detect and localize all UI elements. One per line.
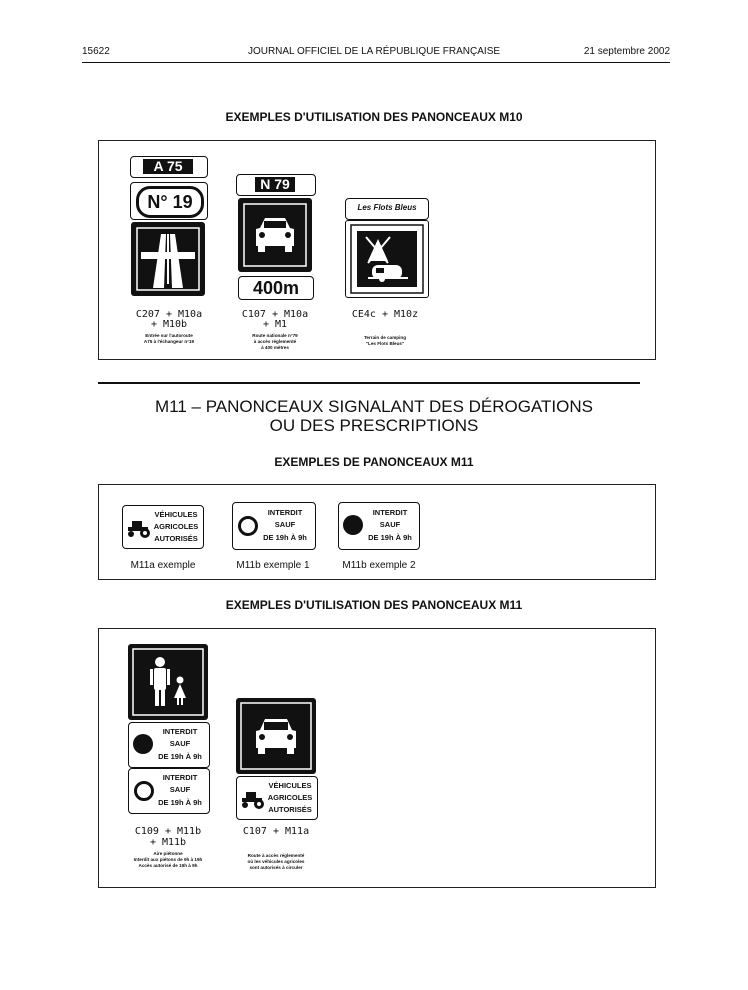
- m11a-caption: M11a exemple: [130, 560, 196, 571]
- m11b-panel-white-dot: [128, 768, 210, 814]
- m11a-line-2: AGRICOLES: [153, 522, 199, 531]
- note-line-2: à accès réglementé: [253, 339, 297, 344]
- note-line-2: où les véhicules agricoles: [247, 859, 305, 864]
- m11-examples-title: EXEMPLES DE PANONCEAUX M11: [274, 455, 474, 469]
- m11b-2-caption: M11b exemple 2: [342, 560, 416, 571]
- camping-sign: [345, 220, 429, 298]
- panel-line-2: SAUF: [169, 785, 191, 794]
- caption-line-1: CE4c + M10z: [351, 309, 419, 320]
- caption-line-2: + M1: [262, 319, 288, 330]
- caption-line-1: C207 + M10a: [135, 309, 203, 320]
- m11b-2-line-3: DE 19h À 9h: [368, 533, 412, 542]
- car-sign: [238, 198, 312, 272]
- note-line-1: Route nationale n°79: [252, 333, 298, 338]
- pedestrian-sign: [128, 644, 208, 720]
- panel-line-1: VÉHICULES: [268, 781, 312, 790]
- caption-line-2: + M11b: [149, 837, 187, 848]
- m11a-line-1: VÉHICULES: [154, 510, 198, 519]
- publication-date: 21 septembre 2002: [583, 46, 670, 57]
- panel-line-3: DE 19h À 9h: [158, 752, 202, 761]
- note-line-3: sont autorisés à circuler: [249, 865, 303, 870]
- exit-number: N° 19: [136, 186, 204, 218]
- exit-number-plate: [130, 182, 208, 220]
- pedestrians-icon: [128, 644, 208, 720]
- panel-line-2: AGRICOLES: [267, 793, 313, 802]
- m11a-panel: [122, 505, 204, 549]
- note-line-1: Entrée sur l'autoroute: [145, 333, 193, 338]
- m10-examples-title: EXEMPLES D'UTILISATION DES PANONCEAUX M10: [225, 110, 523, 124]
- road-number-plate: [130, 156, 208, 178]
- note-line-2: "Les Flots Bleus": [365, 341, 405, 346]
- m11-usage-title: EXEMPLES D'UTILISATION DES PANONCEAUX M11: [225, 598, 523, 612]
- header-rule: [82, 62, 670, 63]
- m11a-line-3: AUTORISÉS: [154, 534, 198, 543]
- open-circle-icon: [134, 781, 154, 801]
- m11b-1-line-3: DE 19h À 9h: [263, 533, 307, 542]
- note-line-1: Terrain de camping: [363, 335, 407, 340]
- m11a-panel: [236, 776, 318, 820]
- m11b-2-line-2: SAUF: [379, 520, 401, 529]
- note-line-3: Accès autorisé de 19h à 9h: [138, 863, 198, 868]
- page-number: 15622: [82, 46, 110, 57]
- filled-circle-icon: [343, 515, 363, 535]
- m11b-1-caption: M11b exemple 1: [236, 560, 310, 571]
- note-line-2: Interdit aux piétons de 9h à 19h: [133, 857, 203, 862]
- caption-line-1: C109 + M11b: [134, 826, 202, 837]
- section-rule: [98, 382, 640, 384]
- open-circle-icon: [238, 516, 258, 536]
- journal-title: JOURNAL OFFICIEL DE LA RÉPUBLIQUE FRANÇAISE: [247, 46, 501, 57]
- caption-line-2: + M10b: [150, 319, 188, 330]
- road-number-plate: [236, 174, 316, 196]
- car-icon: [238, 198, 312, 272]
- m11b-2-line-1: INTERDIT: [372, 508, 408, 517]
- note-line-1: Route à accès réglementé: [247, 853, 305, 858]
- road-number: N 79: [255, 177, 295, 192]
- caption-line-1: C107 + M11a: [242, 826, 310, 837]
- motorway-number: A 75: [143, 159, 193, 174]
- motorway-sign: [131, 222, 205, 296]
- car-icon: [236, 698, 316, 774]
- caption-line-1: C107 + M10a: [241, 309, 309, 320]
- m11b-panel-2: [338, 502, 420, 550]
- car-sign: [236, 698, 316, 774]
- panel-line-3: DE 19h À 9h: [158, 798, 202, 807]
- motorway-icon: [131, 222, 205, 296]
- distance-plate: [238, 276, 314, 300]
- note-line-1: Aire piétonne: [153, 851, 183, 856]
- m11b-panel-black-dot: [128, 722, 210, 768]
- place-name-plate: [345, 198, 429, 220]
- m11-title-line-1: M11 – PANONCEAUX SIGNALANT DES DÉROGATIONS: [154, 397, 593, 416]
- note-line-3: à 400 mètres: [261, 345, 289, 350]
- panel-line-1: INTERDIT: [162, 727, 198, 736]
- camping-icon: [346, 221, 428, 297]
- panel-line-2: SAUF: [169, 739, 191, 748]
- note-line-2: A75 à l'échangeur n°19: [143, 339, 195, 344]
- panel-line-1: INTERDIT: [162, 773, 198, 782]
- distance-value: 400m: [252, 278, 300, 298]
- m11-title-line-2: OU DES PRESCRIPTIONS: [269, 416, 479, 435]
- filled-circle-icon: [133, 734, 153, 754]
- place-name: Les Flots Bleus: [357, 203, 417, 212]
- m11b-panel-1: [232, 502, 316, 550]
- m11b-1-line-1: INTERDIT: [267, 508, 303, 517]
- panel-line-3: AUTORISÉS: [268, 805, 312, 814]
- m11b-1-line-2: SAUF: [274, 520, 296, 529]
